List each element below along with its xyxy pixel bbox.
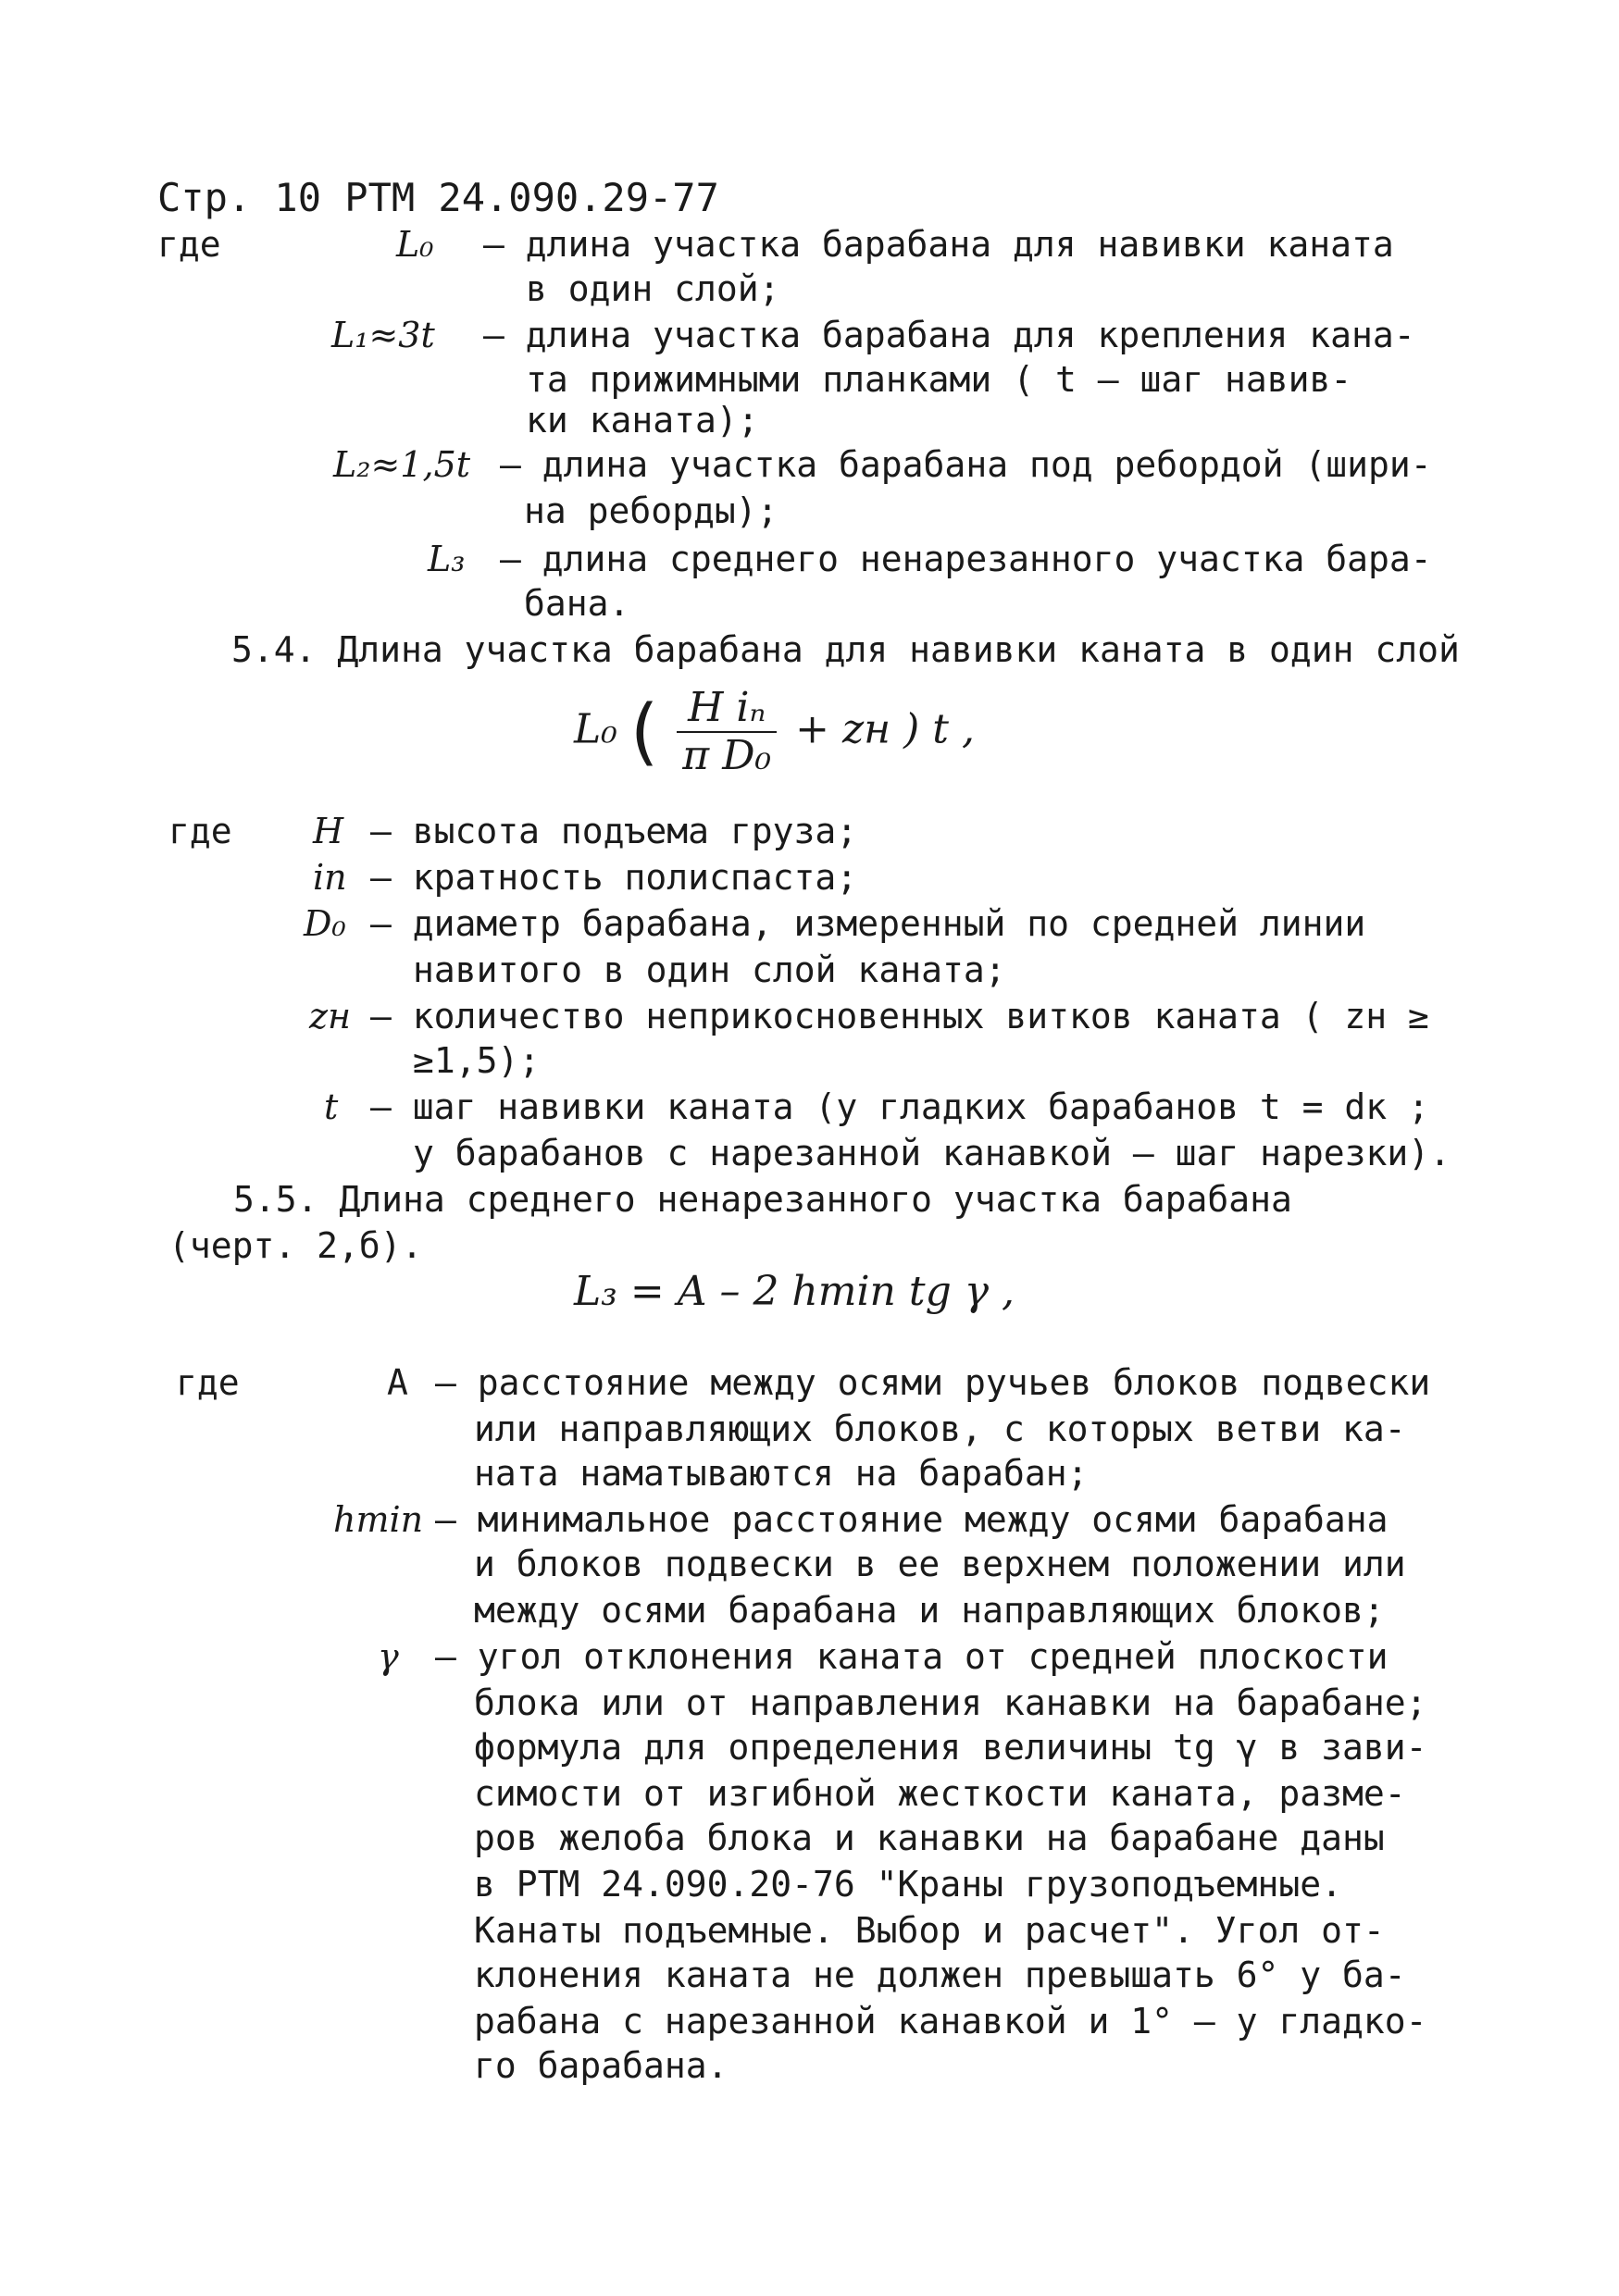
def-L2-line1: – длина участка барабана под ребордой (шири-: [500, 444, 1432, 485]
paragraph-5-5-line1: 5.5. Длина среднего ненарезанного участка барабана: [233, 1179, 1292, 1220]
formula-L0-fraction: [677, 685, 777, 779]
symbol-hmin: hmin: [333, 1499, 424, 1540]
symbol-L0: L₀: [396, 224, 434, 265]
formula-L0-open-paren: (: [629, 690, 659, 774]
formula-L0: [574, 685, 975, 779]
def-H-line1: – высота подъема груза;: [370, 811, 858, 851]
paragraph-5-5-line2: (черт. 2,б).: [168, 1225, 423, 1266]
def-A-line2: или направляющих блоков, с которых ветви ка-: [474, 1409, 1406, 1449]
def-hmin-line3: между осями барабана и направляющих блоков;: [474, 1590, 1385, 1631]
paragraph-5-4: 5.4. Длина участка барабана для навивки каната в один слой: [231, 629, 1460, 670]
formula-L0-numerator: H iₙ: [677, 685, 777, 733]
def-gamma-line10: го барабана.: [474, 2045, 729, 2086]
symbol-D0: D₀: [304, 903, 346, 944]
symbol-gamma: γ: [378, 1636, 399, 1677]
def-gamma-line1: – угол отклонения каната от средней плоскости: [435, 1636, 1389, 1677]
symbol-L3: L₃: [428, 539, 466, 579]
def-L3-line1: – длина среднего ненарезанного участка бара-: [500, 539, 1432, 579]
symbol-L1: L₁≈3t: [331, 315, 435, 355]
def-gamma-line3: формула для определения величины tg γ в зави-: [474, 1727, 1427, 1768]
page-header: Стр. 10 РТМ 24.090.29-77: [157, 175, 719, 220]
def-t-line1: – шаг навивки каната (у гладких барабанов t = dк ;: [370, 1086, 1429, 1127]
formula-L0-lhs: L₀: [574, 705, 617, 753]
def-gamma-line7: Канаты подъемные. Выбор и расчет". Угол от-: [474, 1910, 1385, 1951]
symbol-zn: zн: [309, 996, 352, 1036]
def-gamma-line4: симости от изгибной жесткости каната, разме-: [474, 1773, 1406, 1814]
formula-L0-rest: + zн ) t ,: [795, 705, 975, 753]
def-L3-line2: бана.: [524, 583, 630, 624]
def-L0-line2: в один слой;: [526, 268, 780, 309]
def-L1-line2: та прижимными планками ( t – шаг навив-: [526, 359, 1352, 400]
def-hmin-line1: – минимальное расстояние между осями барабана: [435, 1499, 1389, 1540]
where-label-2: где: [168, 811, 232, 851]
symbol-H: H: [313, 811, 344, 851]
def-gamma-line2: блока или от направления канавки на барабане;: [474, 1682, 1427, 1723]
def-gamma-line8: клонения каната не должен превышать 6° у ба-: [474, 1955, 1406, 1995]
def-gamma-line6: в РТМ 24.090.20-76 "Краны грузоподъемные.: [474, 1864, 1342, 1905]
formula-L3: L₃ = A – 2 hmin tg γ ,: [574, 1268, 1015, 1315]
def-zn-line1: – количество неприкосновенных витков каната ( zн ≥: [370, 996, 1429, 1036]
def-L1-line1: – длина участка барабана для крепления кана-: [483, 315, 1415, 355]
def-D0-line1: – диаметр барабана, измеренный по средней линии: [370, 903, 1366, 944]
def-gamma-line5: ров желоба блока и канавки на барабане даны: [474, 1818, 1385, 1858]
symbol-t: t: [324, 1086, 339, 1127]
symbol-L2: L₂≈1,5t: [333, 444, 471, 485]
def-in-line1: – кратность полиспаста;: [370, 857, 858, 898]
def-hmin-line2: и блоков подвески в ее верхнем положении или: [474, 1544, 1406, 1584]
def-A-line3: ната наматываются на барабан;: [474, 1453, 1089, 1494]
def-D0-line2: навитого в один слой каната;: [413, 949, 1006, 990]
def-L2-line2: на реборды);: [524, 490, 778, 531]
def-L1-line3: ки каната);: [526, 400, 759, 441]
def-gamma-line9: рабана с нарезанной канавкой и 1° – у гладко-: [474, 2001, 1427, 2042]
def-A-line1: – расстояние между осями ручьев блоков подвески: [435, 1362, 1431, 1403]
def-zn-line2: ≥1,5);: [413, 1040, 541, 1081]
symbol-in: iп: [313, 857, 347, 898]
where-label-1: где: [157, 224, 221, 265]
def-L0-line1: – длина участка барабана для навивки каната: [483, 224, 1394, 265]
def-t-line2: у барабанов с нарезанной канавкой – шаг нарезки).: [413, 1133, 1451, 1173]
where-label-3: где: [176, 1362, 240, 1403]
formula-L0-denominator: π D₀: [682, 732, 772, 779]
symbol-A: A: [387, 1362, 408, 1403]
